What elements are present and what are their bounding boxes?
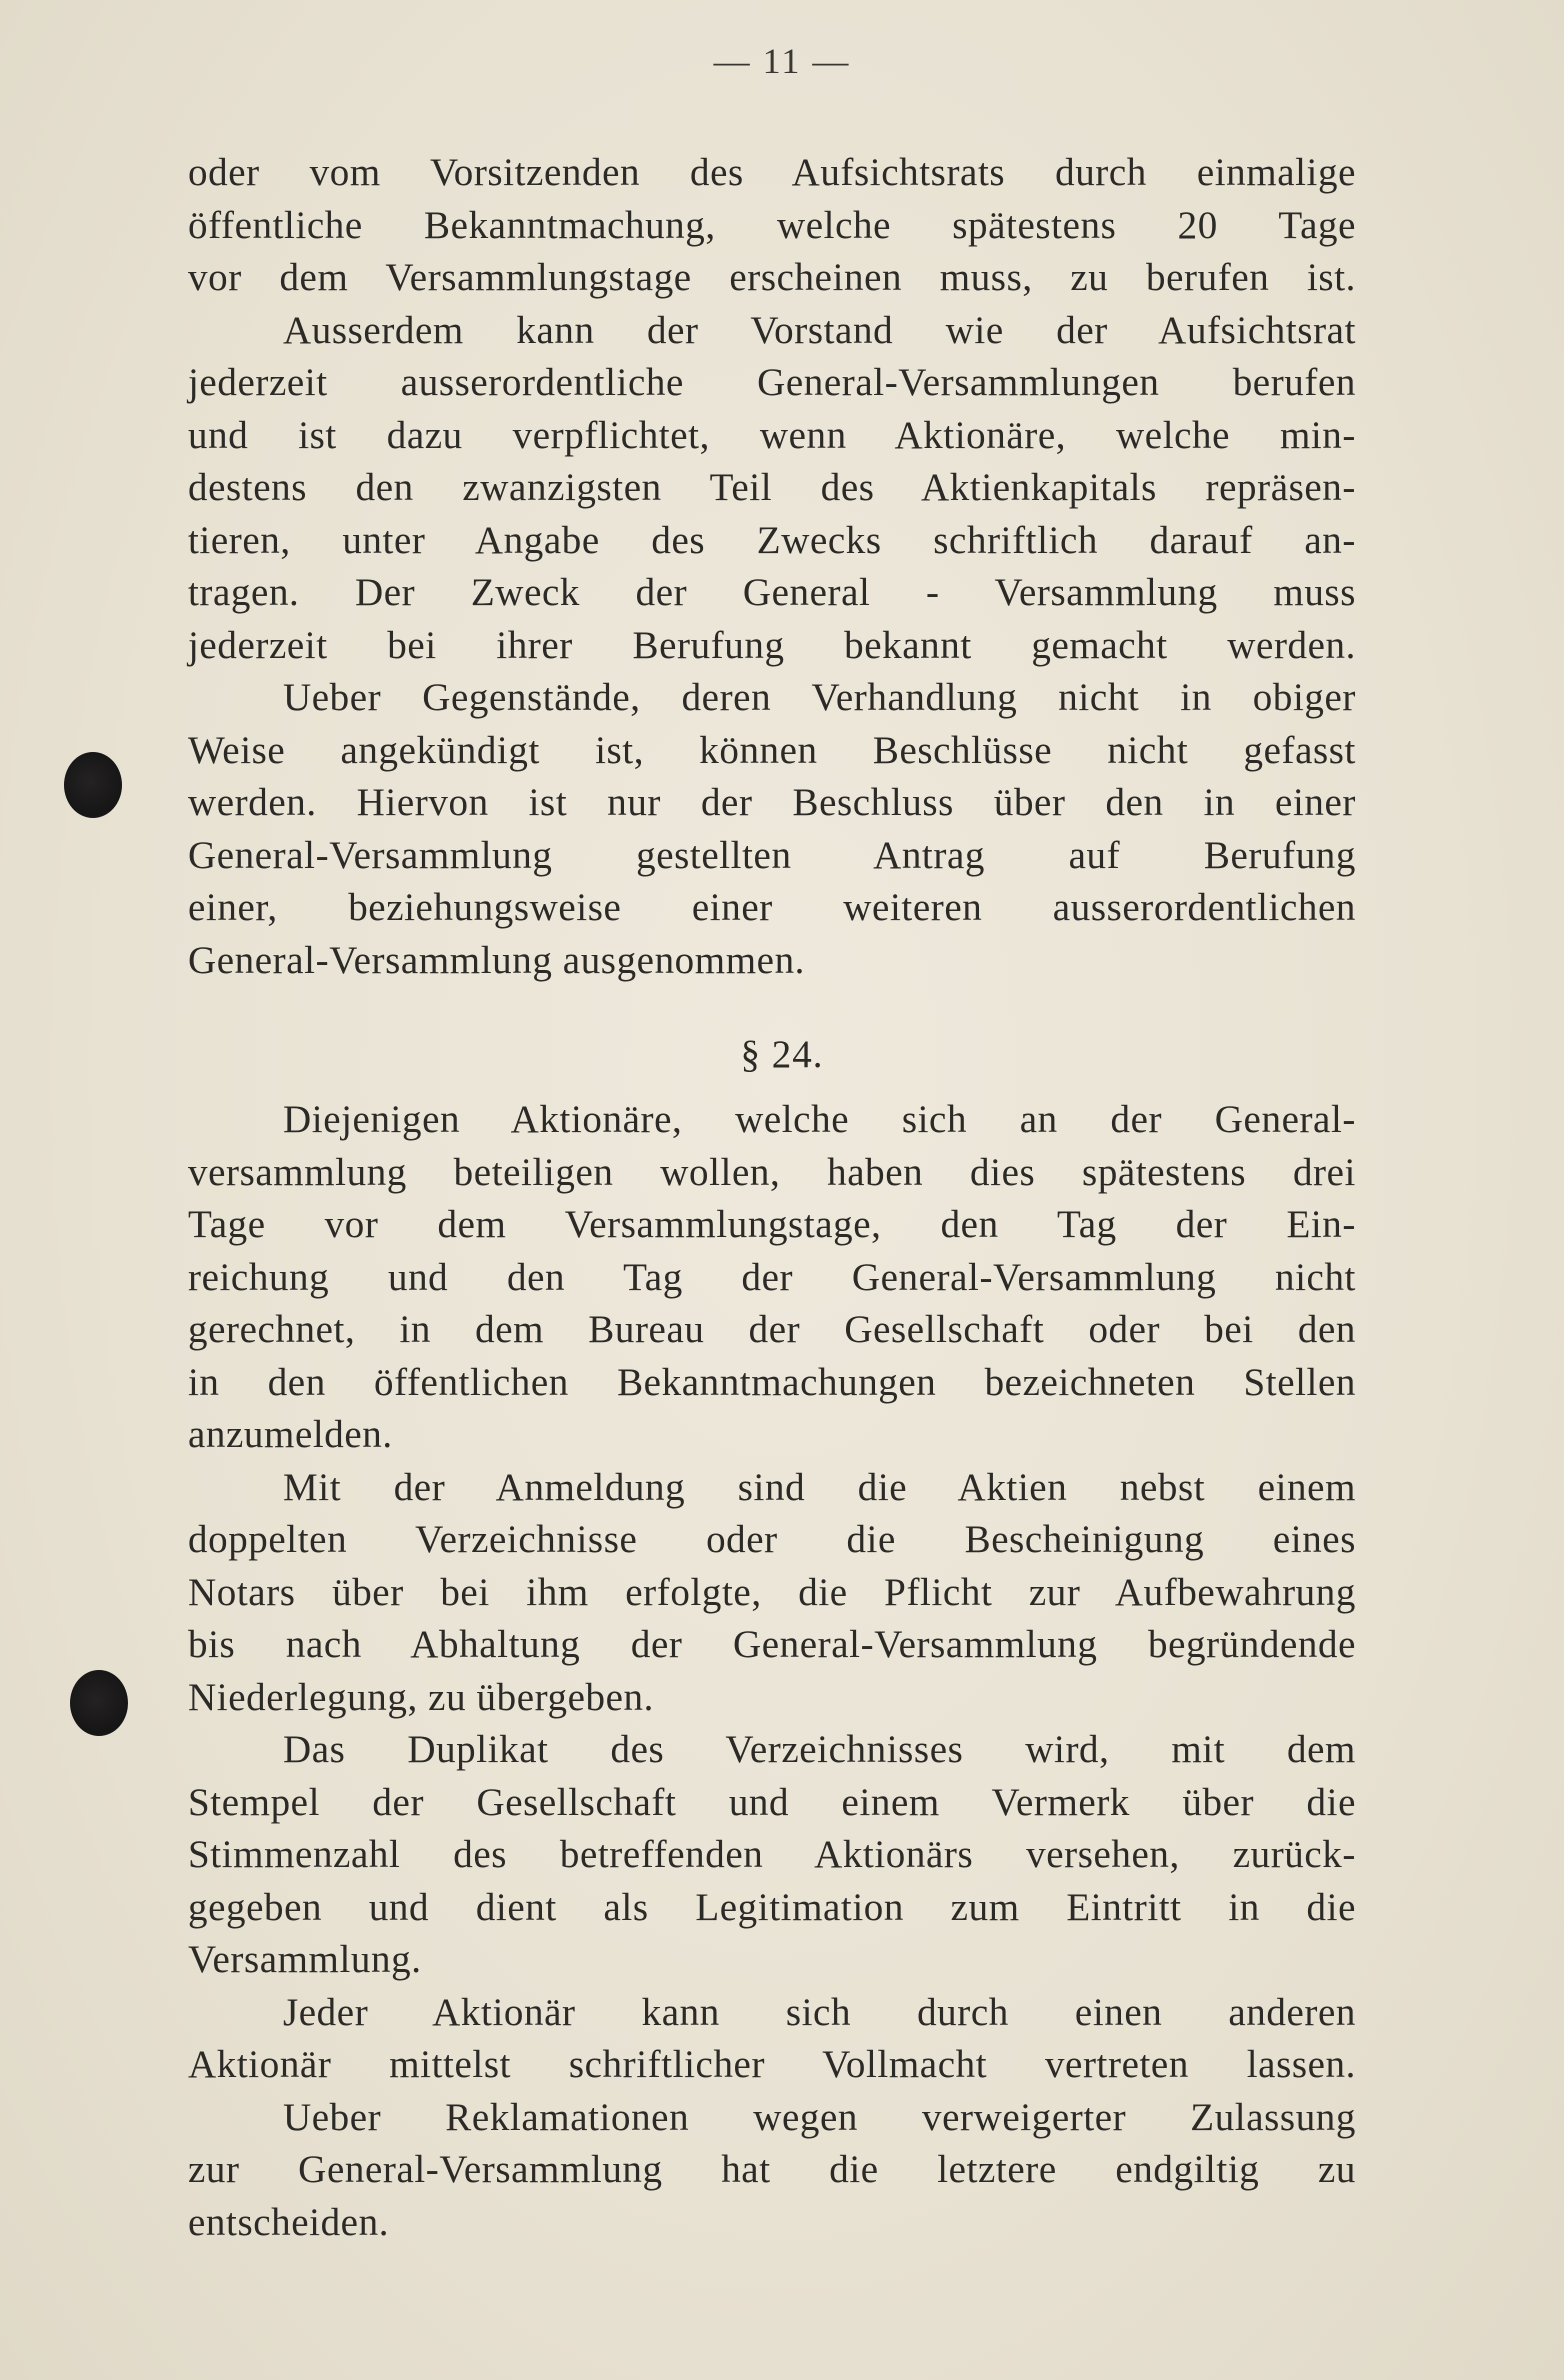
text-line: Stempel der Gesellschaft und einem Vermerk über die [188,1780,1356,1824]
section-heading: § 24. [740,1033,824,1076]
text-line: Diejenigen Aktionäre, welche sich an der General- [283,1098,1356,1141]
text-line: Stimmenzahl des betreffenden Aktionärs versehen, zurück- [188,1833,1356,1876]
text-line: tragen. Der Zweck der General - Versammlung muss [188,571,1356,614]
text-line: zur General-Versammlung hat die letztere endgiltig zu [188,2148,1356,2191]
text-line: General-Versammlung ausgenommen. [188,938,806,982]
text-line: Notars über bei ihm erfolgte, die Pflicht zur Aufbewahrung [188,1570,1356,1614]
text-line: doppelten Verzeichnisse oder die Bescheinigung eines [188,1518,1356,1561]
text-line: und ist dazu verpflichtet, wenn Aktionäre, welche min- [188,413,1356,457]
text-line: Tage vor dem Versammlungstage, den Tag der Ein- [188,1203,1356,1246]
text-line: Jeder Aktionär kann sich durch einen anderen [283,1990,1356,2034]
text-line: Ueber Reklamationen wegen verweigerter Zulassung [283,2095,1356,2139]
text-line: bis nach Abhaltung der General-Versammlung begründende [188,1623,1356,1666]
text-line: tieren, unter Angabe des Zwecks schriftlich darauf an- [188,518,1356,562]
text-line: jederzeit bei ihrer Berufung bekannt gemacht werden. [188,623,1356,667]
text-line: Mit der Anmeldung sind die Aktien nebst einem [283,1465,1356,1509]
text-line: Ueber Gegenstände, deren Verhandlung nicht in obiger [283,676,1356,719]
text-line: versammlung beteiligen wollen, haben dies spätestens drei [188,1150,1356,1194]
text-line: Ausserdem kann der Vorstand wie der Aufsichtsrat [283,308,1356,352]
text-line: destens den zwanzigsten Teil des Aktienkapitals repräsen- [188,466,1356,509]
punch-hole [70,1670,128,1736]
text-line: gerechnet, in dem Bureau der Gesellschaft oder bei den [188,1308,1356,1351]
text-line: Weise angekündigt ist, können Beschlüsse nicht gefasst [188,728,1356,772]
text-line: Versammlung. [188,1938,422,1981]
text-line: einer, beziehungsweise einer weiteren ausserordentlichen [188,886,1356,929]
text-line: vor dem Versammlungstage erscheinen muss, zu berufen ist. [188,256,1356,299]
text-line: in den öffentlichen Bekanntmachungen bezeichneten Stellen [188,1360,1356,1404]
text-line: oder vom Vorsitzenden des Aufsichtsrats durch einmalige [188,151,1356,194]
page-number: — 11 — [713,41,851,81]
text-line: entscheiden. [188,2200,390,2244]
text-line: Aktionär mittelst schriftlicher Vollmacht vertreten lassen. [188,2043,1356,2086]
body-text-bottom [188,1094,1356,2249]
text-line: werden. Hiervon ist nur der Beschluss über den in einer [188,781,1356,824]
text-line: anzumelden. [188,1413,393,1456]
text-line: General-Versammlung gestellten Antrag auf Berufung [188,833,1356,877]
body-text-top [188,147,1356,987]
text-line: jederzeit ausserordentliche General-Versammlungen berufen [188,361,1356,404]
punch-hole [64,752,122,818]
text-line: gegeben und dient als Legitimation zum Eintritt in die [188,1885,1356,1929]
text-line: Niederlegung, zu übergeben. [188,1675,654,1719]
text-line: öffentliche Bekanntmachung, welche spätestens 20 Tage [188,203,1356,247]
text-line: reichung und den Tag der General-Versammlung nicht [188,1255,1356,1299]
text-line: Das Duplikat des Verzeichnisses wird, mit dem [283,1728,1356,1771]
